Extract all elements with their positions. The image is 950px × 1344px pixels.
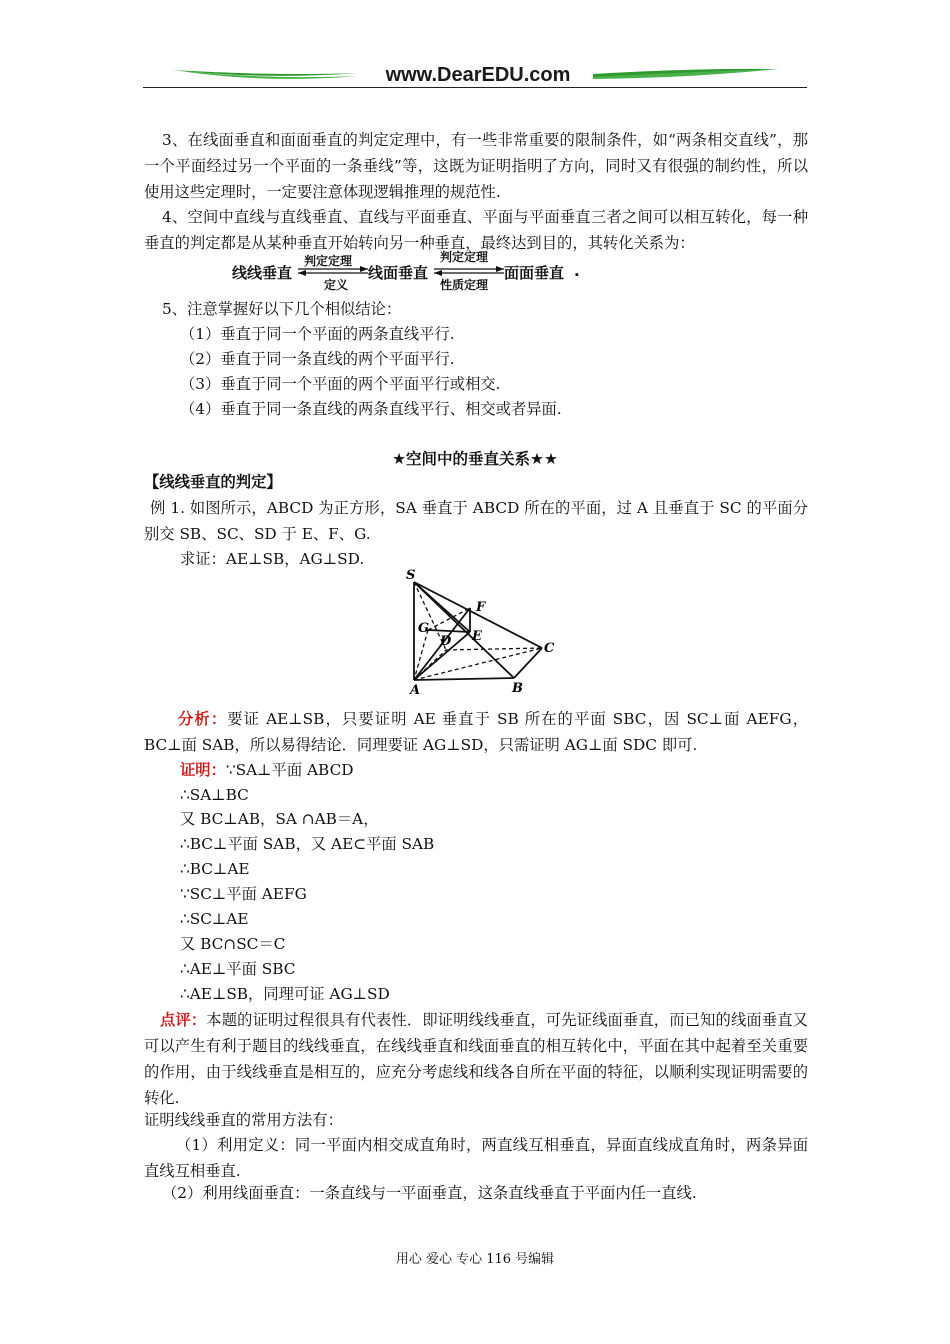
method-2: （2）利用线面垂直：一条直线与一平面垂直，这条直线垂直于平面内任一直线. (162, 1184, 697, 1202)
site-logo-text: www.DearEDU.com (385, 64, 571, 86)
proof-step-3: ∴BC⊥平面 SAB，又 AE⊂平面 SAB (180, 835, 435, 853)
conversion-relation-diagram (232, 252, 592, 294)
paragraph-3: 3、在线面垂直和面面垂直的判定定理中，有一些非常重要的限制条件，如“两条相交直线”，那一个平面经过另一个平面的一条垂线”等，这既为证明指明了方向，同时又有很强的制约性，所以使用这些定理时，一定要注意体现逻辑推理的规范性. (144, 131, 808, 201)
conclusion-item-4: （4）垂直于同一条直线的两条直线平行、相交或者异面. (180, 400, 562, 418)
proof-step-2: 又 BC⊥AB，SA ∩AB＝A， (180, 810, 379, 828)
vertex-label-g: G (418, 621, 430, 636)
method-1: （1）利用定义：同一平面内相交成直角时，两直线互相垂直，异面直线成直角时，两条异面直线互相垂直. (144, 1136, 808, 1180)
conclusion-item-3: （3）垂直于同一个平面的两个平面平行或相交. (180, 375, 501, 393)
vertex-label-c: C (544, 641, 555, 656)
proof-label: 证明： (180, 761, 226, 779)
section-title: ★空间中的垂直关系★★ (392, 450, 558, 468)
comment-paragraph (144, 1007, 808, 1111)
example-prove: 求证：AE⊥SB，AG⊥SD. (180, 550, 365, 568)
label-definition: 定义 (324, 278, 349, 292)
proof-first-line (180, 758, 354, 783)
header-rule (143, 87, 807, 88)
conclusion-item-1: （1）垂直于同一个平面的两条直线平行. (180, 325, 455, 343)
label-property-theorem: 性质定理 (440, 278, 489, 292)
vertex-label-b: B (512, 681, 523, 696)
proof-step-4: ∴BC⊥AE (180, 860, 250, 878)
paragraph-5: 5、注意掌握好以下几个相似结论： (162, 300, 402, 318)
comment-label: 点评： (160, 1011, 207, 1029)
vertex-label-d: D (440, 634, 452, 649)
comment-text: 本题的证明过程很具有代表性．即证明线线垂直，可先证线面垂直，而已知的线面垂直又可以产生有利于题目的线线垂直，在线线垂直和线面垂直的相互转化中，平面在其中起着至关重要的作用，由于线线垂直是相互的，应充分考虑线和线各自所在平面的特征，以顺利实现证明需要的转化. (144, 1011, 808, 1107)
node-line-plane: 线面垂直 (368, 264, 429, 282)
conclusion-item-2: （2）垂直于同一条直线的两个平面平行. (180, 350, 455, 368)
node-line-line: 线线垂直 (232, 264, 293, 282)
proof-step-9: ∴AE⊥SB，同理可证 AG⊥SD (180, 985, 390, 1003)
proof-step-8: ∴AE⊥平面 SBC (180, 960, 296, 978)
vertex-label-e: E (472, 629, 482, 644)
page-footer: 用心 爱心 专心 116 号编辑 (395, 1252, 555, 1267)
label-theorem-1: 判定定理 (304, 254, 353, 268)
proof-step-1: ∴SA⊥BC (180, 786, 249, 804)
node-plane-plane: 面面垂直 (504, 264, 565, 282)
analysis-paragraph (144, 706, 808, 758)
pyramid-figure (400, 566, 570, 696)
vertex-label-a: A (410, 683, 421, 696)
double-arrows-icon (232, 252, 592, 294)
example-statement: 例 1. 如图所示，ABCD 为正方形，SA 垂直于 ABCD 所在的平面，过 A 且垂直于 SC 的平面分别交 SB、SC、SD 于 E、F、G. (144, 499, 808, 543)
analysis-text: 要证 AE⊥SB，只要证明 AE 垂直于 SB 所在的平面 SBC，因 SC⊥面 AEFG，BC⊥面 SAB，所以易得结论．同理要证 AG⊥SD，只需证明 AG⊥面 SDC 即可. (144, 710, 808, 754)
methods-intro: 证明线线垂直的常用方法有： (144, 1111, 343, 1129)
proof-step-5: ∵SC⊥平面 AEFG (180, 885, 307, 903)
analysis-label: 分析： (178, 710, 228, 728)
proof-step-0: ∵SA⊥平面 ABCD (225, 761, 354, 779)
label-theorem-2: 判定定理 (440, 250, 489, 264)
paragraph-4: 4、空间中直线与直线垂直、直线与平面垂直、平面与平面垂直三者之间可以相互转化，每一种垂直的判定都是从某种垂直开始转向另一种垂直，最终达到目的，其转化关系为： (144, 208, 808, 252)
vertex-label-f: F (476, 600, 486, 615)
vertex-label-s: S (406, 568, 416, 583)
proof-step-7: 又 BC∩SC＝C (180, 935, 286, 953)
proof-step-6: ∴SC⊥AE (180, 910, 249, 928)
page-header (143, 60, 807, 90)
relation-period: . (574, 262, 580, 280)
subsection-heading: 【线线垂直的判定】 (144, 473, 282, 491)
